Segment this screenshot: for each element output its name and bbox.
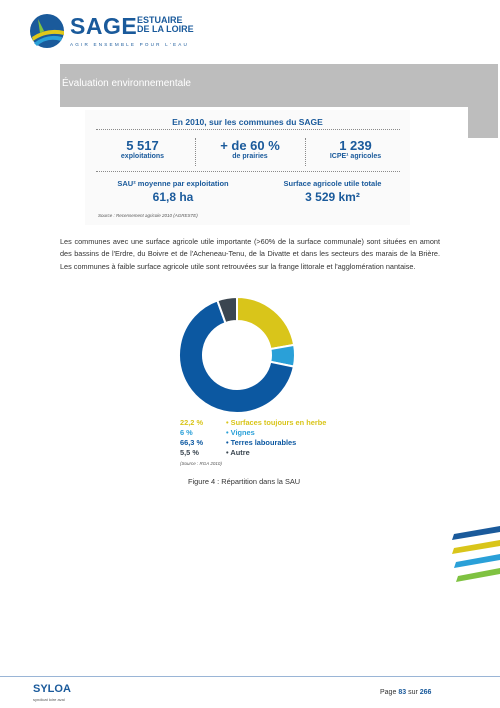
footer-logo-sub: syndicat loire aval: [33, 697, 65, 702]
legend-label: Terres labourables: [230, 438, 297, 447]
decorative-stripes-icon: [450, 526, 500, 582]
surface-block: [265, 179, 400, 204]
infographic-title: En 2010, sur les communes du SAGE: [172, 117, 323, 127]
legend-value: 6 %: [180, 428, 193, 437]
body-paragraph: Les communes avec une surface agricole utile importante (>60% de la surface communale) sont situées en amont des bassins de l'Erdre, du Boivre et de l'Acheneau-Tenu, de la Divatte et dans les secteurs des marais de la Brière. Les communes à faible surface agricole utile sont retrouvées sur la frange littorale et l'agglomération nantaise.: [60, 237, 440, 271]
legend-item: 6 % • Vignes: [180, 428, 255, 437]
sau-block: [98, 179, 248, 204]
legend-item: 22,2 % • Surfaces toujours en herbe: [180, 418, 327, 427]
infographic-panel: [85, 110, 410, 225]
figure-caption: Figure 4 : Répartition dans la SAU: [188, 477, 301, 486]
legend-value: 22,2 %: [180, 418, 204, 427]
stat-value: 1 239: [339, 138, 372, 153]
divider: [195, 138, 196, 166]
stat-label: ICPE¹ agricoles: [329, 153, 382, 160]
logo-subtitle: [137, 16, 194, 34]
sau-donut-chart: [174, 292, 300, 418]
banner-tab: [468, 64, 498, 138]
legend-value: 66,3 %: [180, 438, 204, 447]
sau-value: 61,8 ha: [152, 190, 194, 204]
page-prefix: Page: [380, 689, 397, 696]
stat-block: [95, 138, 190, 160]
page-total: 266: [419, 689, 432, 696]
legend-item: 66,3 % • Terres labourables: [180, 438, 297, 447]
stat-label: exploitations: [120, 153, 165, 160]
donut-slice-surfaces-toujours-en-herbe: [237, 297, 294, 349]
stat-label: de prairies: [232, 153, 268, 160]
stat-block: [200, 138, 300, 160]
divider: [96, 129, 400, 130]
legend-label: Vignes: [230, 428, 255, 437]
footer-line: [0, 676, 500, 677]
stat-value: 5 517: [126, 138, 159, 153]
infographic-source: Source : Recensement agricole 2010 (AGRESTE): [98, 213, 198, 218]
sage-logo-icon: [28, 11, 66, 51]
page-sep: sur: [408, 689, 418, 696]
stat-value: + de 60 %: [220, 138, 280, 153]
chart-source: (Source : RGA 2010): [180, 461, 222, 466]
page-current: 83: [398, 689, 407, 696]
footer-logo: SYLOA: [33, 683, 71, 695]
legend-item: 5,5 % • Autre: [180, 448, 250, 457]
legend-label: Surfaces toujours en herbe: [230, 418, 327, 427]
logo-title: SAGE: [70, 13, 138, 39]
sau-label: SAU² moyenne par exploitation: [117, 179, 229, 188]
legend-value: 5,5 %: [180, 448, 199, 457]
logo-tagline: AGIR ENSEMBLE POUR L'EAU: [70, 42, 190, 47]
stat-block: [308, 138, 403, 160]
divider: [96, 171, 400, 172]
surface-value: 3 529 km²: [305, 190, 360, 204]
legend-label: Autre: [230, 448, 250, 457]
logo-line2: DE LA LOIRE: [137, 24, 194, 34]
page-number: [380, 689, 431, 696]
section-title: Évaluation environnementale: [62, 78, 191, 89]
logo-line1: ESTUAIRE: [137, 15, 183, 25]
divider: [305, 138, 306, 166]
surface-label: Surface agricole utile totale: [283, 179, 382, 188]
